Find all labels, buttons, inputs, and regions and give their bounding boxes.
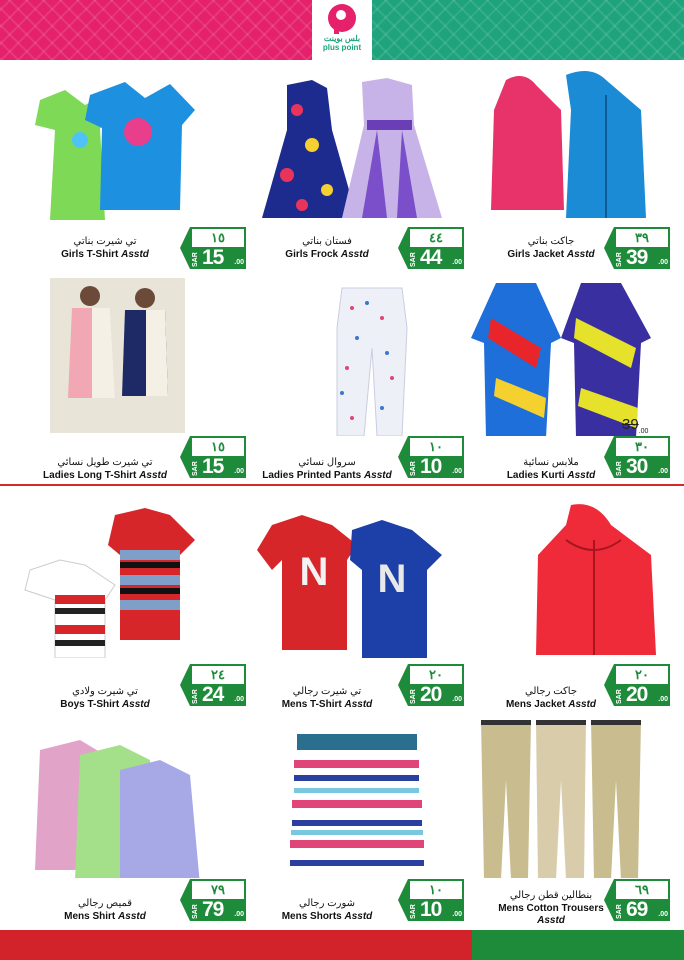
footer-green-band — [472, 930, 684, 960]
product-name-en: Girls Frock Asstd — [285, 249, 369, 260]
product-name-ar: قميص رجالي — [77, 898, 133, 909]
product-name-en: Mens T-Shirt Asstd — [281, 699, 373, 710]
product-name-ar: شورت رجالي — [298, 898, 355, 909]
product-name-ar: ملابس نسائية — [523, 457, 579, 468]
price-value: 39 — [626, 246, 648, 269]
currency-label: SAR — [192, 904, 199, 919]
product-name-en: Ladies Long T-Shirt Asstd — [43, 470, 167, 481]
logo-english-text: plus point — [322, 43, 362, 52]
price-arabic: ٦٩ — [614, 879, 670, 899]
product-card-ladies-long-tshirt[interactable] — [10, 270, 244, 481]
currency-label: SAR — [410, 904, 417, 919]
price-arabic: ١٠ — [408, 436, 464, 456]
product-name-ar: سروال نسائي — [298, 457, 356, 468]
price-arabic: ٣٠ — [614, 436, 670, 456]
logo-p-icon — [328, 4, 356, 32]
header-pink-panel — [0, 0, 342, 60]
price-value: 20 — [626, 683, 648, 706]
product-name-ar: تي شيرت ولادي — [72, 686, 138, 697]
product-card-ladies-printed-pants[interactable] — [232, 270, 462, 481]
price-tag — [614, 436, 670, 478]
price-arabic: ١٥ — [190, 227, 246, 247]
price-decimals: .00 — [452, 259, 462, 266]
price-value: 44 — [420, 246, 442, 269]
product-card-ladies-kurti[interactable] — [456, 270, 676, 480]
footer-red-band — [0, 930, 472, 960]
price-value: 24 — [202, 683, 224, 706]
price-arabic: ١٠ — [408, 879, 464, 899]
price-value: 69 — [626, 898, 648, 921]
price-value: 15 — [202, 455, 224, 478]
product-name-ar: جاكت رجالي — [524, 686, 578, 697]
product-card-mens-tshirt[interactable] — [232, 492, 462, 710]
price-tag — [614, 879, 670, 921]
product-name-ar: جاكت بناتي — [527, 236, 575, 247]
product-name-en: Ladies Printed Pants Asstd — [262, 470, 392, 481]
price-arabic: ١٥ — [190, 436, 246, 456]
product-card-mens-cotton-trousers[interactable] — [456, 712, 676, 926]
price-value: 79 — [202, 898, 224, 921]
price-decimals: .00 — [234, 468, 244, 475]
product-card-mens-shorts[interactable] — [232, 712, 462, 922]
section-divider — [0, 484, 684, 486]
product-name-en: Ladies Kurti Asstd — [506, 470, 596, 481]
price-value: 15 — [202, 246, 224, 269]
price-decimals: .00 — [234, 259, 244, 266]
currency-label: SAR — [616, 461, 623, 476]
product-name-en: Boys T-Shirt Asstd — [60, 699, 150, 710]
currency-label: SAR — [616, 252, 623, 267]
currency-label: SAR — [410, 689, 417, 704]
price-decimals: .00 — [234, 911, 244, 918]
mens-shirt-image — [20, 720, 220, 878]
product-name-ar: بنطالين قطن رجالي — [509, 890, 593, 901]
product-name-en: Mens Shirt Asstd — [64, 911, 146, 922]
product-name-en: Mens Jacket Asstd — [505, 699, 597, 710]
girls-jacket-image — [466, 70, 666, 228]
product-card-girls-jacket[interactable] — [456, 62, 676, 272]
price-value: 20 — [420, 683, 442, 706]
price-tag — [614, 227, 670, 269]
product-name-ar: تي شيرت طويل نسائي — [57, 457, 153, 468]
girls-tshirt-image — [20, 70, 220, 228]
price-tag — [614, 664, 670, 706]
currency-label: SAR — [192, 689, 199, 704]
mens-cotton-trousers-image — [466, 720, 666, 878]
price-arabic: ٢٠ — [614, 664, 670, 684]
price-decimals: .00 — [234, 696, 244, 703]
product-card-mens-jacket[interactable] — [456, 492, 676, 710]
product-asstd-label: Asstd — [537, 915, 565, 926]
currency-label: SAR — [192, 252, 199, 267]
price-decimals: .00 — [658, 259, 668, 266]
mens-tshirt-image — [242, 500, 442, 658]
girls-frock-image — [242, 70, 442, 228]
svg-text:N: N — [299, 550, 329, 594]
svg-text:N: N — [377, 557, 407, 601]
product-card-boys-tshirt[interactable] — [10, 492, 244, 710]
price-value: 10 — [420, 898, 442, 921]
price-decimals: .00 — [452, 911, 462, 918]
old-price: $39_{.00}$ — [622, 416, 649, 435]
product-name-ar: فستان بناتي — [302, 236, 352, 247]
product-name-en: Mens Shorts Asstd — [281, 911, 373, 922]
product-card-mens-shirt[interactable] — [10, 712, 244, 922]
product-name-en: Girls T-Shirt Asstd — [61, 249, 149, 260]
price-arabic: ٢٤ — [190, 664, 246, 684]
header-green-panel — [342, 0, 684, 60]
price-arabic: ٢٠ — [408, 664, 464, 684]
currency-label: SAR — [192, 461, 199, 476]
currency-label: SAR — [410, 252, 417, 267]
price-decimals: .00 — [452, 696, 462, 703]
product-card-girls-frock[interactable] — [232, 62, 462, 272]
price-decimals: .00 — [658, 911, 668, 918]
logo-arabic-text: بلس بوينت — [323, 34, 361, 43]
price-arabic: ٤٤ — [408, 227, 464, 247]
currency-label: SAR — [616, 689, 623, 704]
currency-label: SAR — [616, 904, 623, 919]
mens-jacket-image — [466, 500, 666, 658]
price-value: 30 — [626, 455, 648, 478]
product-name-ar: تي شيرت رجالي — [292, 686, 362, 697]
ladies-long-tshirt-image — [20, 278, 220, 436]
mens-shorts-image — [242, 720, 442, 878]
ladies-kurti-image — [466, 278, 666, 436]
product-name-ar: تي شيرت بناتي — [73, 236, 137, 247]
product-card-girls-tshirt[interactable] — [10, 62, 244, 272]
price-decimals: .00 — [658, 468, 668, 475]
price-arabic: ٧٩ — [190, 879, 246, 899]
price-value: 10 — [420, 455, 442, 478]
price-decimals: .00 — [452, 468, 462, 475]
product-name-en: Mens Cotton Trousers — [498, 903, 604, 914]
price-arabic: ٣٩ — [614, 227, 670, 247]
price-decimals: .00 — [658, 696, 668, 703]
footer-banner — [0, 930, 684, 960]
ladies-printed-pants-image — [242, 278, 442, 436]
currency-label: SAR — [410, 461, 417, 476]
boys-tshirt-image — [20, 500, 220, 658]
product-name-en: Girls Jacket Asstd — [507, 249, 595, 260]
plus-point-logo — [312, 0, 372, 66]
